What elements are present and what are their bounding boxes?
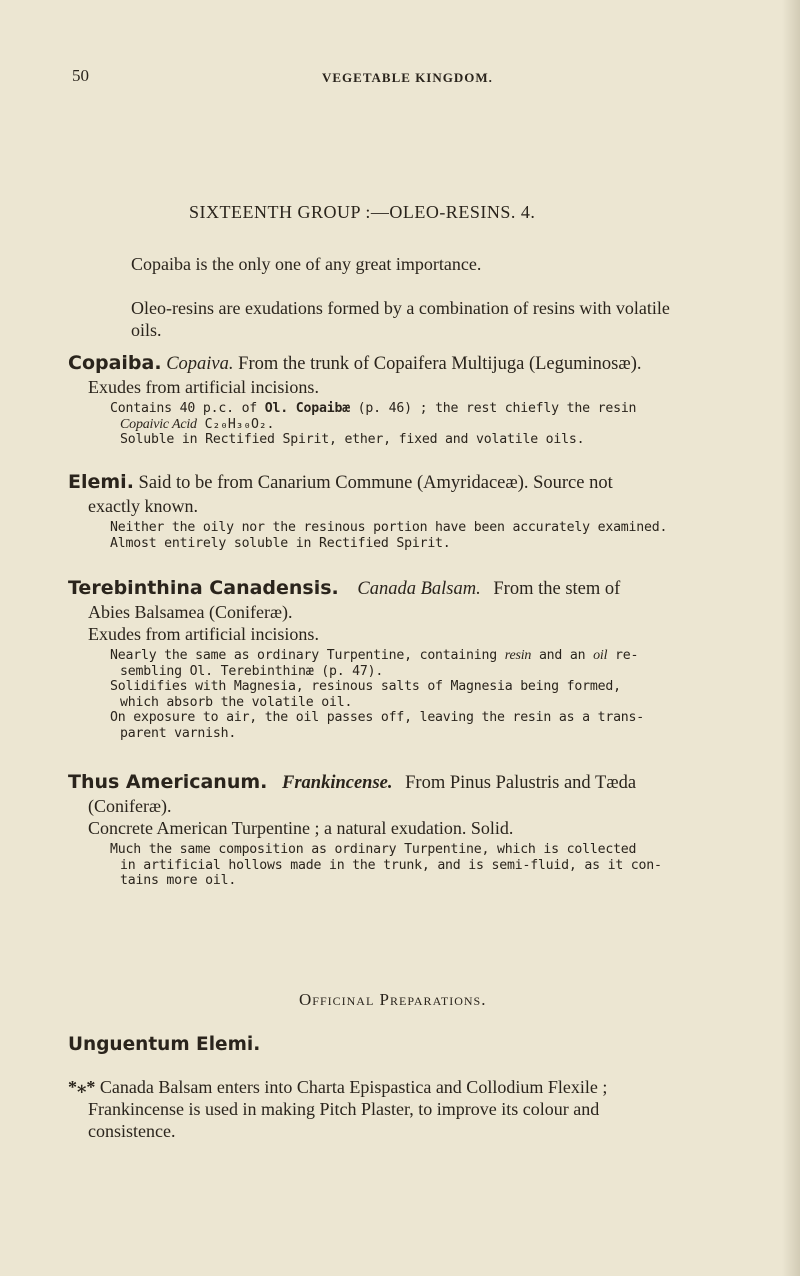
entry-notes [68, 401, 758, 448]
note-italic: oil [593, 648, 608, 663]
note-line: Much the same composition as ordinary Turpentine, which is collected [110, 842, 637, 857]
entry-source: Said to be from Canarium Commune (Amyridaceæ). Source not [138, 473, 613, 493]
note-line: Solidifies with Magnesia, resinous salts of Magnesia being formed, [110, 679, 621, 694]
note-line: which absorb the volatile oil. [120, 694, 353, 710]
group-heading: SIXTEENTH GROUP :—OLEO-RESINS. 4. [189, 202, 536, 222]
entry-name: Copaiba. [68, 352, 162, 374]
entry-name: Thus Americanum. [68, 771, 268, 793]
entry-synonym: Copaiva. [166, 354, 234, 374]
note-line: Soluble in Rectified Spirit, ether, fixed and volatile oils. [120, 432, 585, 447]
entry-synonym: Frankincense. [282, 773, 393, 793]
page-number: 50 [72, 66, 89, 85]
note-italic: resin [504, 648, 532, 663]
entry-heading [68, 470, 758, 495]
note-text: and an [531, 648, 594, 663]
note-line [110, 648, 758, 664]
entry-synonym: Canada Balsam. [357, 579, 481, 599]
page-edge-shadow [782, 0, 800, 1276]
note-text: Nearly the same as ordinary Turpentine, containing [110, 648, 505, 663]
note-line: Almost entirely soluble in Rectified Spirit. [110, 535, 451, 551]
note-formula: C₂₀H₃₀O₂. [196, 416, 275, 432]
note-text: (p. 46) ; the rest chiefly the resin [349, 401, 637, 416]
intro-line-2a: Oleo-resins are exudations formed by a combination of resins with volatile [131, 298, 670, 318]
note-line: parent varnish. [120, 725, 237, 741]
entry-heading [68, 770, 758, 795]
entry-source-cont: exactly known. [88, 496, 198, 516]
entry-exudes: Exudes from artificial incisions. [88, 624, 319, 644]
intro-line-1: Copaiba is the only one of any great importance. [131, 254, 482, 274]
note-text: re- [607, 648, 639, 663]
entry-thus-americanum [68, 770, 758, 889]
entry-notes [68, 648, 758, 741]
note-line: On exposure to air, the oil passes off, leaving the resin as a trans- [110, 710, 645, 725]
entry-name: Elemi. [68, 471, 134, 493]
note-line [68, 1076, 758, 1098]
officinal-heading: Officinal Preparations. [299, 990, 487, 1009]
entry-heading [68, 576, 758, 601]
note-text: Canada Balsam enters into Charta Epispastica and Collodium Flexile ; [99, 1077, 608, 1097]
note-line [110, 401, 758, 417]
entry-source: From the stem of [493, 579, 621, 599]
entry-elemi [68, 470, 758, 551]
entry-source-cont: (Coniferæ). [88, 796, 172, 816]
entry-heading [68, 351, 758, 376]
running-title: VEGETABLE KINGDOM. [322, 70, 493, 85]
entry-name: Terebinthina Canadensis. [68, 577, 339, 599]
note-line: in artificial hollows made in the trunk, and is semi-fluid, as it con- [120, 857, 662, 873]
entry-notes [68, 842, 758, 889]
entry-copaiba [68, 351, 758, 448]
entry-text: Concrete American Turpentine ; a natural exudation. Solid. [88, 818, 514, 838]
entry-notes [68, 520, 758, 551]
note-italic: Copaivic Acid [120, 416, 197, 432]
note-text: Contains 40 p.c. of [110, 401, 265, 416]
entry-source-cont: Abies Balsamea (Coniferæ). [88, 602, 293, 622]
asterism-mark: *⁎* [68, 1077, 96, 1097]
note-bold: Ol. Copaibæ [264, 401, 350, 416]
entry-terebinthina [68, 576, 758, 741]
officinal-note [68, 1076, 758, 1142]
officinal-item: Unguentum Elemi. [68, 1034, 261, 1055]
entry-exudes: Exudes from artificial incisions. [88, 377, 319, 397]
note-line: sembling Ol. Terebinthinæ (p. 47). [120, 663, 384, 679]
note-line: Frankincense is used in making Pitch Plaster, to improve its colour and [88, 1099, 600, 1119]
note-line: consistence. [88, 1121, 176, 1141]
note-line: Neither the oily nor the resinous portion have been accurately examined. [110, 520, 668, 535]
note-line: tains more oil. [120, 873, 237, 888]
entry-source: From Pinus Palustris and Tæda [405, 773, 637, 793]
entry-source: From the trunk of Copaifera Multijuga (Leguminosæ). [238, 354, 642, 374]
intro-line-2b: oils. [131, 320, 162, 340]
note-line [110, 417, 758, 433]
